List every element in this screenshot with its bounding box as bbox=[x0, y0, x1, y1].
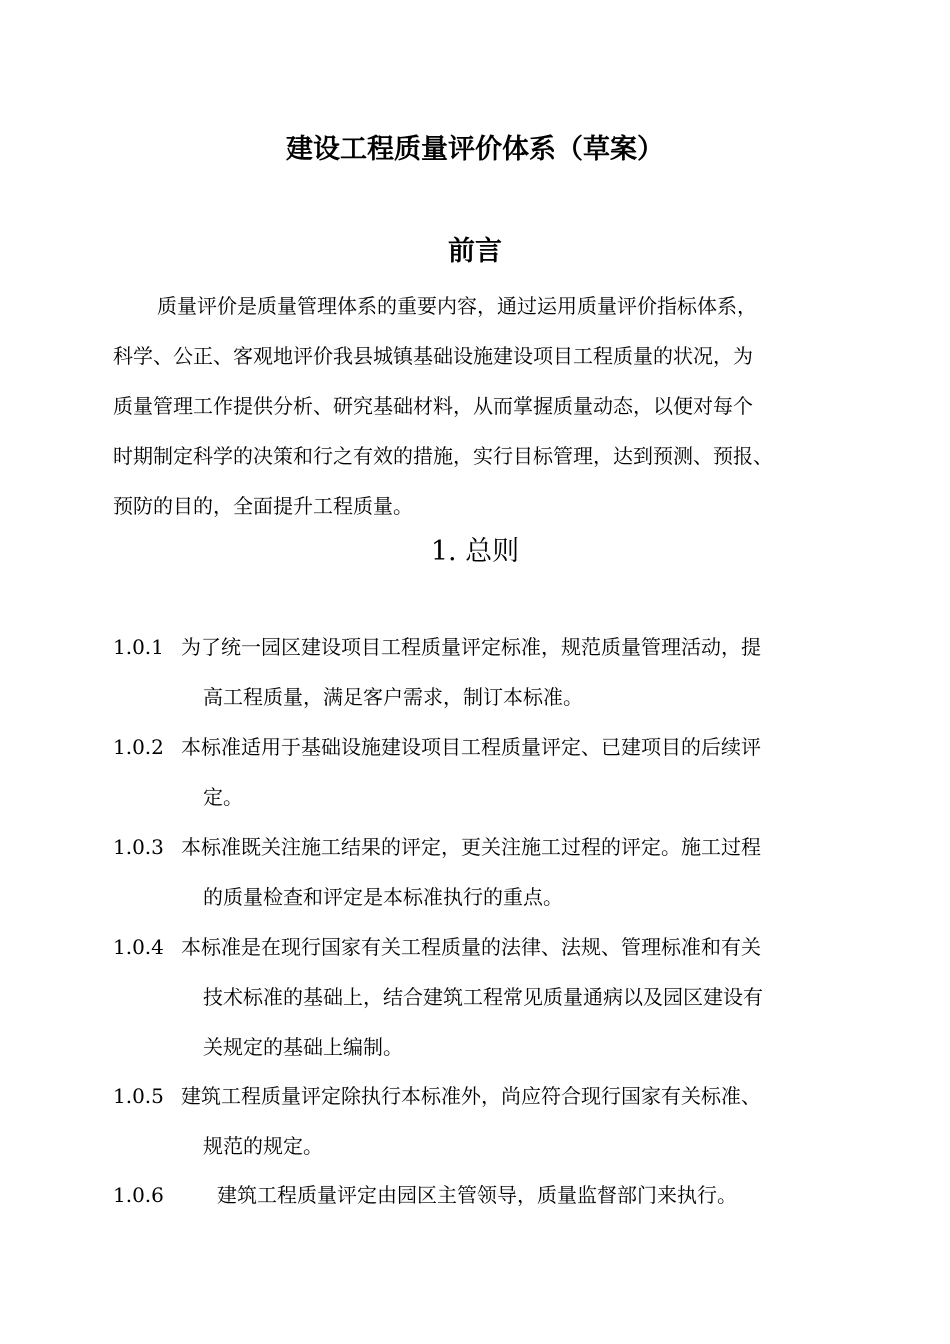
clause-text-line: 本标准是在现行国家有关工程质量的法律、法规、管理标准和有关 bbox=[181, 935, 761, 959]
clause-text-line: 建筑工程质量评定由园区主管领导，质量监督部门来执行。 bbox=[217, 1183, 737, 1207]
clause-text-line: 定。 bbox=[203, 785, 243, 809]
preface-line: 时期制定科学的决策和行之有效的措施，实行目标管理，达到预测、预报、 bbox=[113, 444, 773, 468]
clause-text-line: 的质量检查和评定是本标准执行的重点。 bbox=[203, 885, 563, 909]
clause-number: 1.0.3 bbox=[113, 835, 164, 859]
clause-text-line: 本标准适用于基础设施建设项目工程质量评定、已建项目的后续评 bbox=[181, 735, 761, 759]
clause-1-0-2 bbox=[113, 722, 839, 822]
document-title: 建设工程质量评价体系（草案） bbox=[286, 134, 664, 165]
clause-1-0-3 bbox=[113, 822, 839, 922]
preface-paragraph bbox=[113, 281, 839, 531]
clause-number: 1.0.5 bbox=[113, 1084, 164, 1108]
clause-number: 1.0.2 bbox=[113, 735, 164, 759]
preface-heading: 前言 bbox=[448, 236, 502, 267]
preface-line: 预防的目的，全面提升工程质量。 bbox=[113, 494, 413, 518]
clause-text-line: 建筑工程质量评定除执行本标准外，尚应符合现行国家有关标准、 bbox=[181, 1084, 761, 1108]
general-provisions-heading: 1. 总则 bbox=[430, 536, 520, 567]
clause-text-line: 高工程质量，满足客户需求，制订本标准。 bbox=[203, 685, 583, 709]
clause-1-0-5 bbox=[113, 1071, 839, 1171]
clause-number: 1.0.4 bbox=[113, 935, 164, 959]
preface-line: 科学、公正、客观地评价我县城镇基础设施建设项目工程质量的状况，为 bbox=[113, 344, 753, 368]
preface-line: 质量评价是质量管理体系的重要内容，通过运用质量评价指标体系， bbox=[157, 294, 757, 318]
clause-text-line: 关规定的基础上编制。 bbox=[203, 1035, 403, 1059]
clause-number: 1.0.1 bbox=[113, 635, 164, 659]
clause-text-line: 规范的规定。 bbox=[203, 1134, 323, 1158]
clause-text-line: 本标准既关注施工结果的评定，更关注施工过程的评定。施工过程 bbox=[181, 835, 761, 859]
clause-text-line: 为了统一园区建设项目工程质量评定标准，规范质量管理活动，提 bbox=[181, 635, 761, 659]
clause-number: 1.0.6 bbox=[113, 1183, 164, 1207]
clause-1-0-6 bbox=[113, 1170, 839, 1220]
clause-1-0-1 bbox=[113, 622, 839, 722]
preface-line: 质量管理工作提供分析、研究基础材料，从而掌握质量动态，以便对每个 bbox=[113, 394, 753, 418]
clause-text-line: 技术标准的基础上，结合建筑工程常见质量通病以及园区建设有 bbox=[203, 985, 763, 1009]
clause-1-0-4 bbox=[113, 922, 839, 1072]
